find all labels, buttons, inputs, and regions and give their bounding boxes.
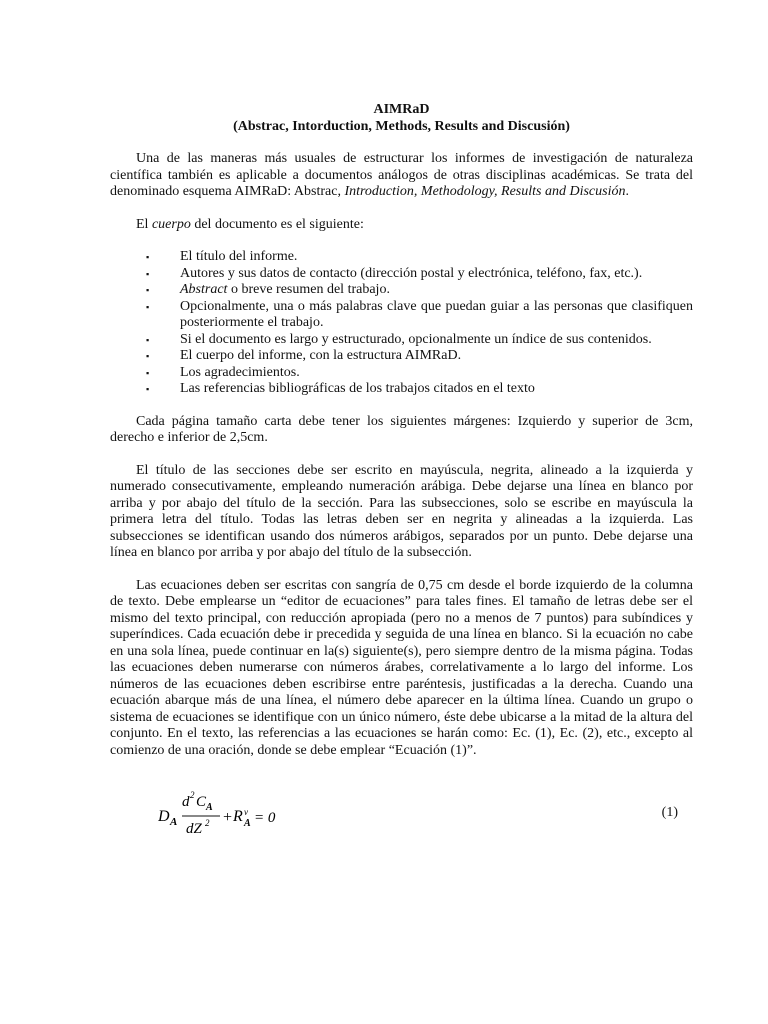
document-body bbox=[110, 102, 693, 849]
eq-denominator-exponent: 2 bbox=[205, 818, 210, 828]
bullet-marker: ▪ bbox=[146, 301, 150, 312]
list-item: ▪ Si el documento es largo y estructurado, opcionalmente un índice de sus contenidos. bbox=[146, 331, 652, 347]
eq-numerator-exponent: 2 bbox=[190, 790, 195, 800]
equation-number: (1) bbox=[661, 805, 678, 820]
list-item: ▪ El cuerpo del informe, con la estructura AIMRaD. bbox=[146, 348, 462, 363]
list-item: ▪ Autores y sus datos de contacto (dirección postal y electrónica, teléfono, fax, etc.). bbox=[146, 265, 643, 281]
equation-1 bbox=[158, 789, 298, 845]
eq-numerator-c: C bbox=[196, 794, 207, 810]
eq-superscript-v: v bbox=[244, 807, 248, 817]
body-structure-list bbox=[110, 249, 693, 398]
equation-row bbox=[110, 789, 693, 849]
equations-paragraph: Las ecuaciones deben ser escritas con sangría de 0,75 cm desde el borde izquierdo de la columna de texto. Debe emplearse un “editor de ecuaciones” para tales fines. El tamaño de letras debe ser el mismo del texto principal, con reducción apropiada (pero no a menos de 7 puntos) para subíndices y superíndices. Cada ecuación debe ir precedida y seguida de una línea en blanco. Si la ecuación no cabe en una sola línea, puede continuar en la(s) siguiente(s), pero siempre dentro de la misma página. Todas las ecuaciones deben numerarse con números árabes, correlativamente a lo largo del informe. Los números de las ecuaciones deben escribirse entre paréntesis, justificadas a la derecha. Cuando una ecuación abarque más de una línea, el número debe aparecer en la última línea. Cuando un grupo o sistema de ecuaciones se identifique con un único número, éste debe ubicarse a la mitad de la altura del conjunto. En el texto, las referencias a las ecuaciones se harán como: Ec. (1), Ec. (2), etc., excepto al comienzo de una oración, donde se debe emplear “Ecuación (1)”. bbox=[110, 577, 693, 758]
eq-numerator-subscript: A bbox=[206, 802, 213, 813]
bullet-marker: ▪ bbox=[146, 252, 150, 262]
margins-paragraph: Cada página tamaño carta debe tener los siguientes márgenes: Izquierdo y superior de 3cm, derecho e inferior de 2,5cm. bbox=[110, 413, 693, 445]
bullet-marker: ▪ bbox=[146, 384, 150, 394]
list-item: ▪ Los agradecimientos. bbox=[146, 364, 300, 380]
document-subtitle: (Abstrac, Intorduction, Methods, Results and Discusión) bbox=[233, 118, 570, 134]
body-intro-paragraph: El cuerpo del documento es el siguiente: bbox=[136, 216, 364, 232]
list-item: ▪ Las referencias bibliográficas de los trabajos citados en el texto bbox=[146, 381, 535, 396]
eq-r-symbol: R bbox=[233, 808, 243, 825]
bullet-marker: ▪ bbox=[146, 285, 150, 295]
intro-paragraph: Una de las maneras más usuales de estructurar los informes de investigación de naturaleza científica también es aplicable a documentos análogos de otras disciplinas académicas. Se trata del denominado esquema AIMRaD: Abstrac, Introduction, Methodology, Results and Discusión. bbox=[110, 151, 693, 199]
bullet-marker: ▪ bbox=[146, 351, 150, 361]
eq-subscript-a2: A bbox=[244, 818, 251, 829]
bullet-marker: ▪ bbox=[146, 334, 150, 345]
list-item: ▪ Abstract o breve resumen del trabajo. bbox=[146, 282, 390, 297]
eq-numerator-d: d bbox=[182, 794, 190, 810]
eq-d-symbol: D bbox=[158, 808, 170, 825]
document-title: AIMRaD bbox=[373, 102, 430, 117]
bullet-marker: ▪ bbox=[146, 367, 150, 378]
eq-subscript-a: A bbox=[170, 816, 178, 828]
eq-plus-sign: + bbox=[222, 809, 233, 826]
eq-denominator-dz: dZ bbox=[186, 821, 202, 837]
list-item: ▪ Opcionalmente, una o más palabras clave que puedan guiar a las personas que clasifiquen posteriormente el trabajo. bbox=[146, 298, 693, 330]
bullet-marker: ▪ bbox=[146, 268, 150, 279]
eq-equals-zero: = 0 bbox=[254, 810, 276, 826]
list-item: ▪ El título del informe. bbox=[146, 249, 298, 264]
sections-paragraph: El título de las secciones debe ser escrito en mayúscula, negrita, alineado a la izquierda y numerado consecutivamente, empleando numeración arábiga. Debe dejarse una línea en blanco por arriba y por abajo del título de la sección. Para las subsecciones, solo se escribe en mayúscula la primera letra del título. Todas las letras deben ser en negrita y alineadas a la izquierda. Las subsecciones se identifican usando dos números arábigos, separados por un punto. Debe dejarse una línea en blanco por arriba y por abajo del título de la subsección. bbox=[110, 462, 693, 560]
